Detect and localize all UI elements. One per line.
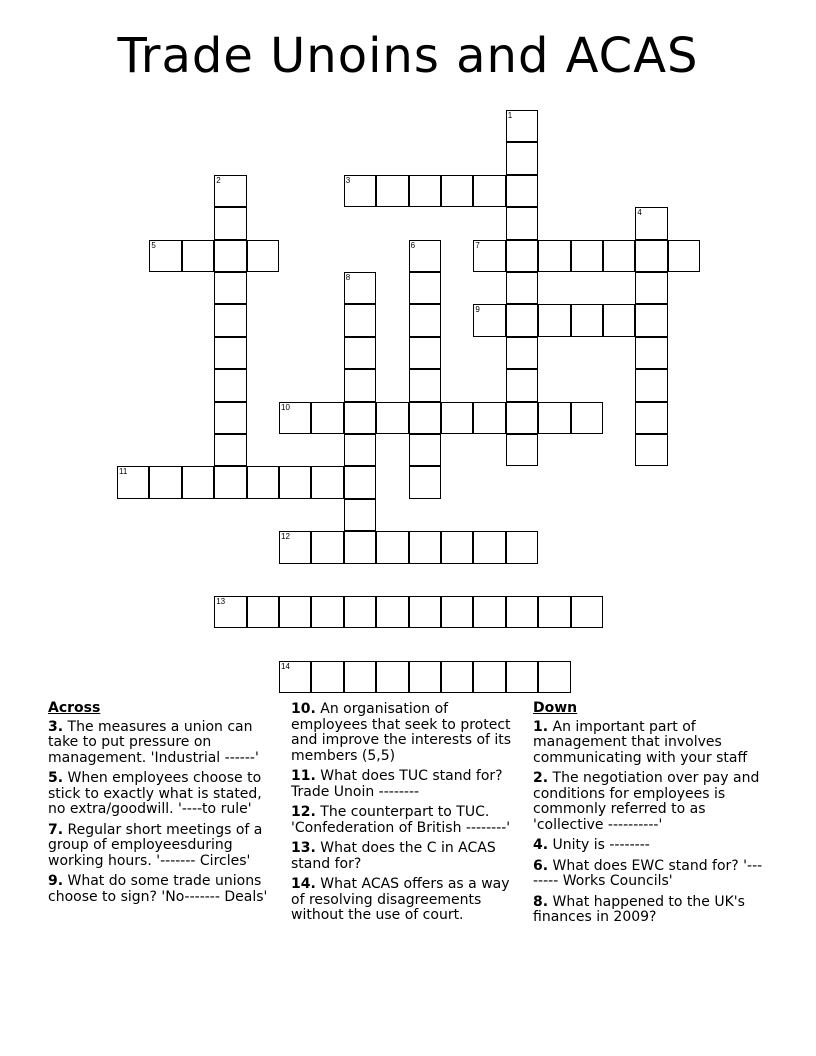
grid-cell[interactable] [344, 304, 376, 336]
clue-number: 4 [637, 208, 642, 218]
clue-down-1: 1. An important part of management that involves communicating with your staff [533, 718, 748, 766]
grid-cell[interactable] [506, 272, 538, 304]
grid-cell[interactable] [376, 402, 408, 434]
clue-number: 11 [119, 467, 128, 477]
clue-across-12: 12. The counterpart to TUC. 'Confederation of British --------' [291, 804, 511, 836]
grid-cell[interactable] [506, 304, 538, 336]
grid-cell[interactable] [538, 240, 570, 272]
clue-number: 10 [281, 402, 290, 412]
down-clues [533, 701, 765, 931]
grid-cell[interactable] [376, 596, 408, 628]
grid-cell[interactable] [571, 596, 603, 628]
grid-cell[interactable] [506, 175, 538, 207]
grid-cell[interactable] [409, 434, 441, 466]
clue-number: 7 [475, 240, 480, 250]
grid-cell[interactable] [635, 337, 667, 369]
clue-number: 8 [345, 273, 351, 282]
grid-cell[interactable] [247, 596, 279, 628]
grid-cell[interactable] [214, 337, 246, 369]
grid-cell[interactable] [247, 240, 279, 272]
clue-across-11: 11. What does TUC stand for? Trade Unoin -------- [291, 768, 503, 800]
clue-across-10: 10. An organisation of employees that seek to protect and improve the interests of its members (5,5) [291, 701, 512, 764]
grid-cell[interactable] [441, 596, 473, 628]
grid-cell[interactable] [635, 272, 667, 304]
grid-cell[interactable] [635, 369, 667, 401]
clue-number: 5 [151, 240, 156, 250]
grid-cell[interactable] [506, 434, 538, 466]
grid-cell[interactable] [603, 304, 635, 336]
grid-cell[interactable] [344, 596, 376, 628]
grid-cell[interactable] [279, 466, 311, 498]
grid-cell[interactable] [409, 402, 441, 434]
grid-cell[interactable] [409, 304, 441, 336]
grid-cell[interactable] [409, 337, 441, 369]
clue-number: 1 [507, 111, 513, 120]
grid-cell[interactable] [409, 369, 441, 401]
grid-cell[interactable] [214, 434, 246, 466]
grid-cell[interactable] [376, 175, 408, 207]
clue-across-7: 7. Regular short meetings of a group of employeesduring working hours. '------- Circles' [48, 821, 263, 869]
grid-cell[interactable] [506, 531, 538, 563]
grid-cell[interactable] [473, 531, 505, 563]
grid-cell[interactable] [538, 402, 570, 434]
grid-cell[interactable] [149, 466, 181, 498]
clue-across-5: 5. When employees choose to stick to exactly what is stated, no extra/goodwill. '----to rule' [48, 770, 262, 817]
grid-cell[interactable] [311, 596, 343, 628]
clue-number: 3 [345, 175, 351, 185]
grid-cell[interactable] [311, 531, 343, 563]
grid-cell[interactable] [409, 531, 441, 563]
clue-number: 6 [410, 240, 416, 250]
clue-number: 2 [216, 175, 221, 185]
grid-cell[interactable] [182, 240, 214, 272]
clue-number: 12 [281, 532, 290, 542]
clue-across-14: 14. What ACAS offers as a way of resolving disagreements without the use of court. [291, 876, 510, 923]
grid-cell[interactable] [506, 207, 538, 239]
grid-cell[interactable] [506, 142, 538, 174]
grid-cell[interactable] [344, 661, 376, 693]
grid-cell[interactable] [538, 304, 570, 336]
grid-cell[interactable] [311, 402, 343, 434]
clue-across-9: 9. What do some trade unions choose to sign? 'No------- Deals' [48, 873, 268, 905]
grid-cell[interactable] [473, 402, 505, 434]
grid-cell[interactable] [409, 661, 441, 693]
across-heading: Across [48, 700, 101, 716]
down-heading: Down [533, 700, 578, 716]
grid-cell[interactable] [473, 661, 505, 693]
grid-cell[interactable] [409, 466, 441, 498]
grid-cell[interactable] [473, 175, 505, 207]
grid-cell[interactable] [214, 207, 246, 239]
clue-across-3: 3. The measures a union can take to put pressure on management. 'Industrial ------' [48, 718, 259, 766]
grid-cell[interactable] [668, 240, 700, 272]
grid-cell[interactable] [635, 402, 667, 434]
clue-down-4: 4. Unity is -------- [533, 837, 650, 853]
grid-cell[interactable] [441, 661, 473, 693]
clue-down-2: 2. The negotiation over pay and conditions for employees is commonly referred to as 'collective ----------' [533, 770, 760, 833]
grid-cell[interactable] [214, 304, 246, 336]
grid-cell[interactable] [344, 531, 376, 563]
across-clues-continued [291, 702, 523, 929]
grid-cell[interactable] [344, 466, 376, 498]
grid-cell[interactable] [182, 466, 214, 498]
grid-cell[interactable] [344, 369, 376, 401]
grid-cell[interactable] [311, 661, 343, 693]
puzzle-title: Trade Unoins and ACAS [117, 28, 699, 84]
grid-cell[interactable] [376, 661, 408, 693]
across-clues [48, 701, 280, 910]
clue-number: 14 [281, 661, 290, 671]
grid-cell[interactable] [441, 402, 473, 434]
grid-cell[interactable] [506, 596, 538, 628]
grid-cell[interactable] [409, 175, 441, 207]
grid-cell[interactable] [538, 661, 570, 693]
clue-number: 9 [475, 305, 480, 315]
grid-cell[interactable] [571, 240, 603, 272]
grid-cell[interactable] [506, 240, 538, 272]
grid-cell[interactable] [214, 240, 246, 272]
clue-down-8: 8. What happened to the UK's finances in 2009? [533, 893, 745, 925]
grid-cell[interactable] [506, 661, 538, 693]
grid-cell[interactable] [344, 499, 376, 531]
grid-cell[interactable] [376, 531, 408, 563]
grid-cell[interactable] [571, 402, 603, 434]
grid-cell[interactable] [409, 272, 441, 304]
grid-cell[interactable] [344, 434, 376, 466]
grid-cell[interactable] [538, 596, 570, 628]
grid-cell[interactable] [247, 466, 279, 498]
grid-cell[interactable] [506, 337, 538, 369]
grid-cell[interactable] [506, 369, 538, 401]
grid-cell[interactable] [344, 402, 376, 434]
grid-cell[interactable] [214, 369, 246, 401]
grid-cell[interactable] [344, 337, 376, 369]
grid-cell[interactable] [311, 466, 343, 498]
grid-cell[interactable] [214, 466, 246, 498]
grid-cell[interactable] [571, 304, 603, 336]
grid-cell[interactable] [214, 402, 246, 434]
grid-cell[interactable] [279, 596, 311, 628]
grid-cell[interactable] [409, 596, 441, 628]
grid-cell[interactable] [635, 304, 667, 336]
grid-cell[interactable] [603, 240, 635, 272]
grid-cell[interactable] [214, 272, 246, 304]
clue-down-6: 6. What does EWC stand for? '-------- Works Councils' [533, 857, 763, 889]
grid-cell[interactable] [441, 531, 473, 563]
clue-number: 13 [216, 597, 226, 606]
grid-cell[interactable] [441, 175, 473, 207]
grid-cell[interactable] [635, 434, 667, 466]
grid-cell[interactable] [473, 596, 505, 628]
clue-across-13: 13. What does the C in ACAS stand for? [291, 840, 496, 872]
grid-cell[interactable] [635, 240, 667, 272]
grid-cell[interactable] [506, 402, 538, 434]
